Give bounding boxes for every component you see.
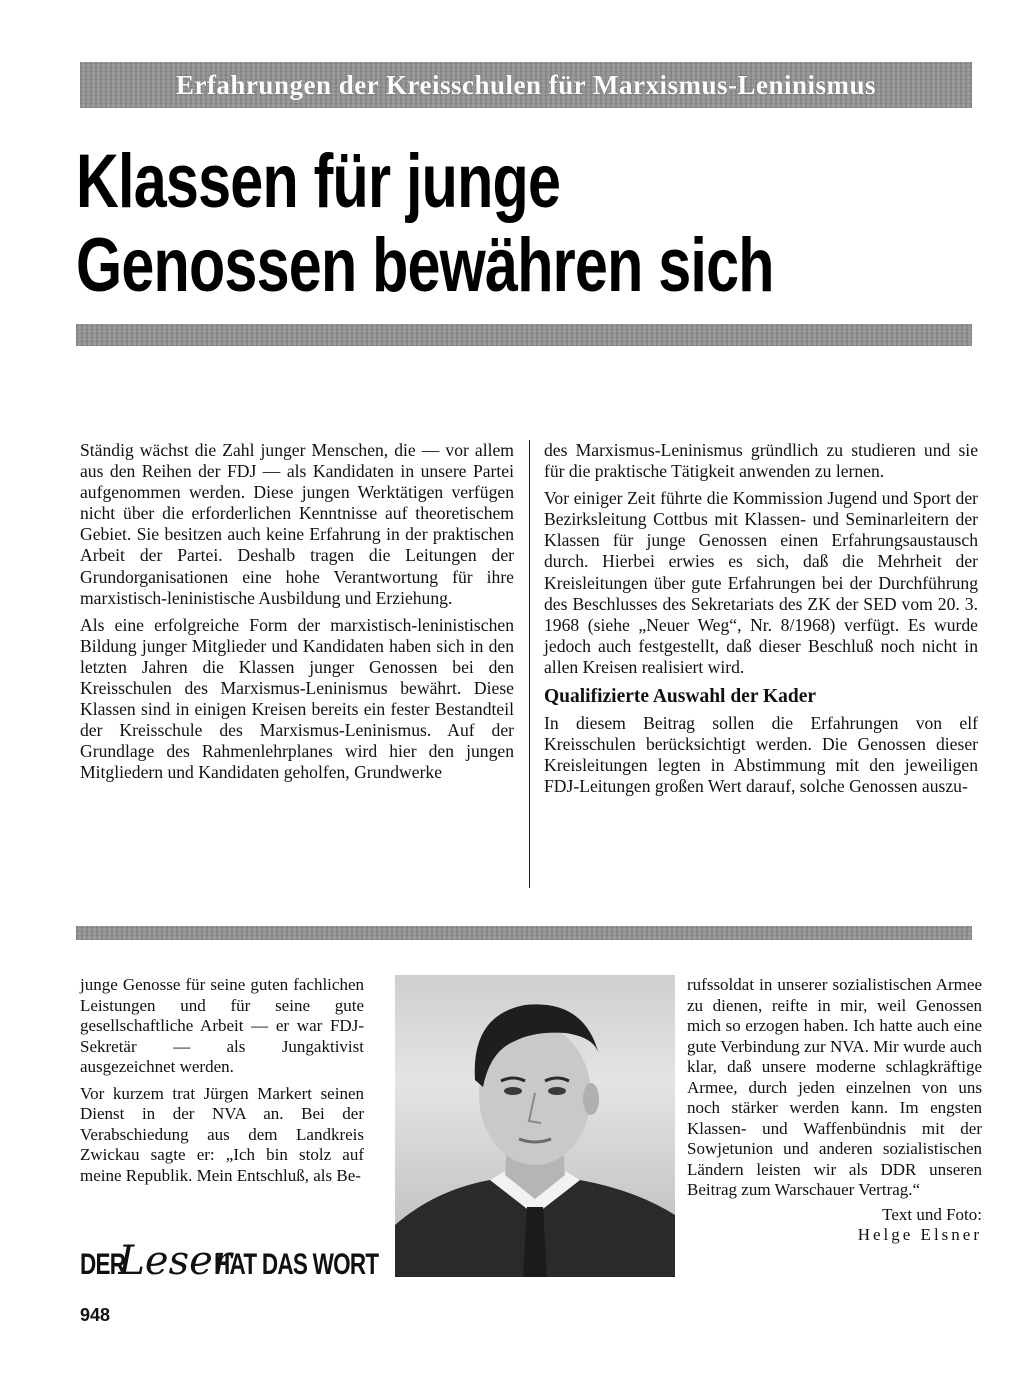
letter-paragraph: rufssoldat in unserer sozialistischen Armee zu dienen, reifte in mir, weil Genossen mich so erzogen haben. Ich hatte auch eine gute Verbindung zur NVA. Mir wurde auch klar, daß unsere moderne schlagkräftige Armee, durch jeden einzelnen von uns noch stärker werden kann. Im engsten Klassen- und Waffenbündnis mit der Sowjetunion und anderen sozialistischen Ländern leisten wir als DDR unseren Beitrag zum Warschauer Vertrag.“ [687, 975, 982, 1199]
section-rule [76, 926, 972, 940]
logo-der: DER [80, 1248, 126, 1281]
credit-author: Helge Elsner [857, 1225, 982, 1244]
letter-paragraph: junge Genosse für seine guten fachlichen Leistungen und für seine gute gesellschaftliche Arbeit — er war FDJ-Sekretär — als Jungaktivist ausgezeichnet werden. [80, 975, 364, 1076]
reader-column-logo [80, 1238, 433, 1284]
headline-line-1: Klassen für junge [76, 139, 561, 224]
page-number: 948 [80, 1305, 111, 1325]
letter-paragraph: Vor kurzem trat Jürgen Markert seinen Dienst in der NVA an. Bei der Verabschiedung aus dem Landkreis Zwickau sagte er: „Ich bin stolz auf meine Republik. Mein Entschluß, als Be- [80, 1083, 364, 1185]
article-column-2 [544, 440, 978, 804]
letter-column-right [687, 975, 982, 1246]
photo-credit [687, 1205, 982, 1246]
portrait-photo [395, 975, 675, 1277]
portrait-illustration [395, 975, 675, 1277]
letter-column-left [80, 975, 364, 1192]
column-divider [529, 440, 530, 888]
credit-label: Text und Foto: [882, 1204, 982, 1224]
headline-line-2: Genossen bewähren sich [76, 223, 774, 308]
headline [76, 139, 774, 308]
logo-leser: Leser [118, 1238, 232, 1284]
logo-hat-das-wort: HAT DAS WORT [213, 1248, 379, 1281]
kicker-text: Erfahrungen der Kreisschulen für Marxismus-Leninismus [175, 69, 877, 100]
article-paragraph: Ständig wächst die Zahl junger Menschen, die — vor allem aus den Reihen der FDJ — als Kandidaten in unsere Partei aufgenommen werden. Diese jungen Werktätigen verfügen nicht über die erforderlichen Kenntnisse auf theoretischem Gebiet. Sie besitzen auch keine Erfahrung in der praktischen Arbeit der Partei. Deshalb tragen die Leitungen der Grundorganisationen eine hohe Verantwortung für ihre marxistisch-leninistische Ausbildung und Erziehung. [80, 440, 514, 608]
article-paragraph: In diesem Beitrag sollen die Erfahrungen von elf Kreisschulen berücksichtigt werden. Die Genossen dieser Kreisleitungen legten in Abstimmung mit den jeweiligen FDJ-Leitungen großen Wert darauf, solche Genossen auszu- [544, 713, 978, 797]
section-subhead: Qualifizierte Auswahl der Kader [544, 686, 817, 708]
article-column-1 [80, 440, 514, 790]
headline-rule [76, 324, 972, 346]
article-paragraph: des Marxismus-Leninismus gründlich zu studieren und sie für die praktische Tätigkeit anwenden zu lernen. [544, 440, 978, 482]
kicker-band [80, 62, 972, 108]
article-paragraph: Als eine erfolgreiche Form der marxistisch-leninistischen Bildung junger Mitglieder und Kandidaten haben sich in den letzten Jahren die Klassen junger Genossen bei den Kreisschulen des Marxismus-Leninismus bewährt. Diese Klassen sind in einigen Kreisen bereits ein fester Bestandteil der Kreisschule des Marxismus-Leninismus. Auf der Grundlage des Rahmenlehrplanes wird hier den jungen Mitgliedern und Kandidaten geholfen, Grundwerke [80, 614, 514, 783]
article-paragraph: Vor einiger Zeit führte die Kommission Jugend und Sport der Bezirksleitung Cottbus mit Klassen- und Seminarleitern der Klassen für junge Genossen einen Erfahrungsaustausch durch. Hierbei erwies es sich, daß die Mehrheit der Kreisleitungen über gute Erfahrungen bei der Durchführung des Beschlusses des Sekretariats des ZK der SED vom 20. 3. 1968 (siehe „Neuer Weg“, Nr. 8/1968) verfügt. Es wurde jedoch auch festgestellt, daß dieser Beschluß noch nicht in allen Kreisen realisiert wird. [544, 488, 978, 677]
